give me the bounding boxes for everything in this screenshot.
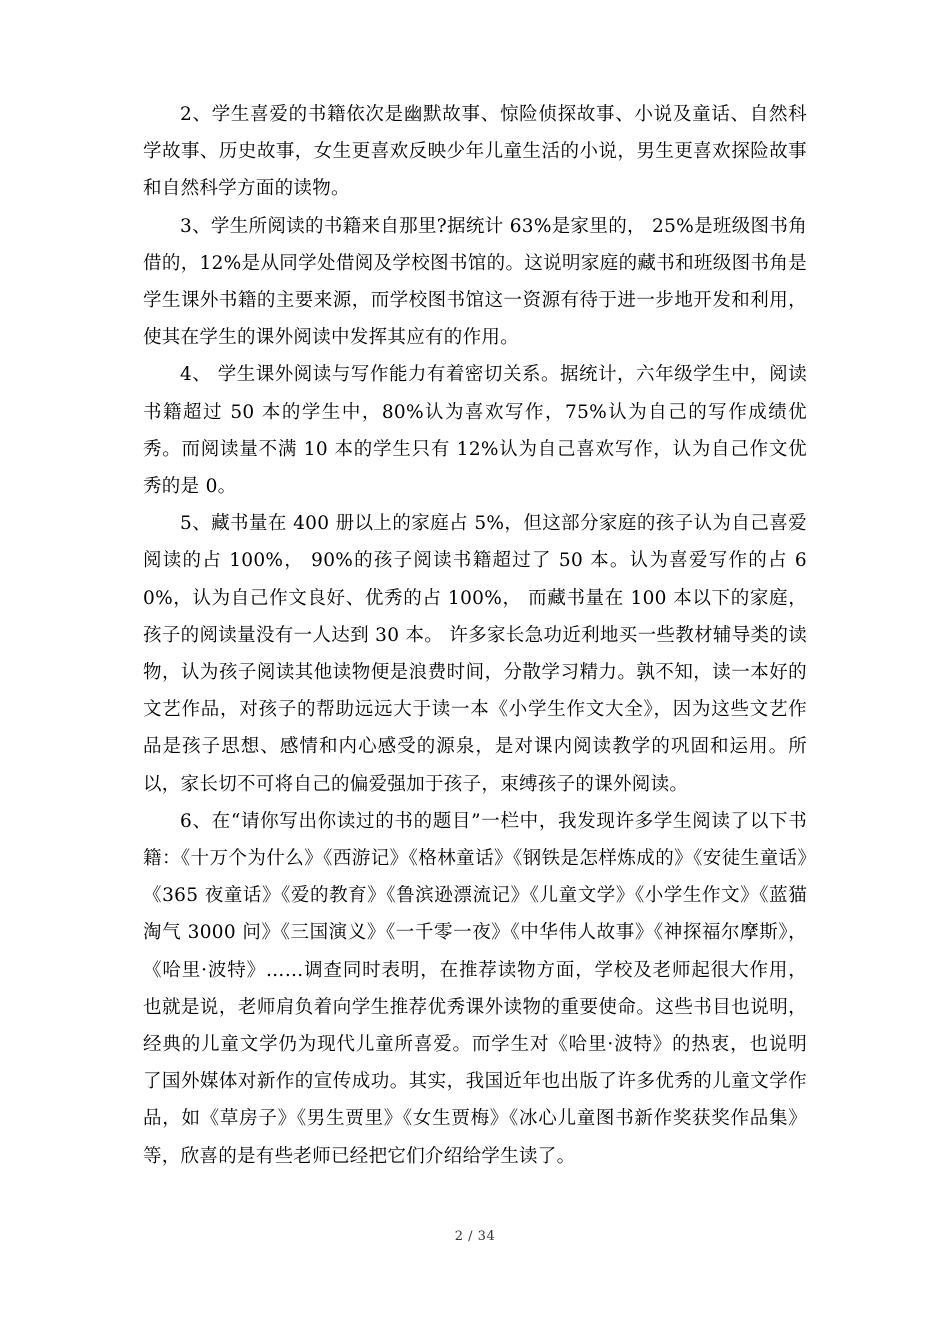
paragraph-6: 6、在“请你写出你读过的书的题目”一栏中，我发现许多学生阅读了以下书籍：《十万个为什么》《西游记》《格林童话》《钢铁是怎样炼成的》《安徒生童话》《365 夜童话》《爱的教育》《鲁滨逊漂流记》《儿童文学》《小学生作文》《蓝猫淘气 3000 问》《三国演义》《一千零一夜》《中华伟人故事》《神探福尔摩斯》，《哈里·波特》……调查同时表明，在推荐读物方面，学校及老师起很大作用，也就是说，老师肩负着向学生推荐优秀课外读物的重要使命。这些书目也说明，经典的儿童文学仍为现代儿童所喜爱。而学生对《哈里·波特》的热衷，也说明了国外媒体对新作的宣传成功。其实，我国近年也出版了许多优秀的儿童文学作品，如《草房子》《男生贾里》《女生贾梅》《冰心儿童图书新作奖获奖作品集》等，欣喜的是有些老师已经把它们介绍给学生读了。 bbox=[143, 810, 807, 1167]
paragraph-2: 2、学生喜爱的书籍依次是幽默故事、惊险侦探故事、小说及童话、自然科学故事、历史故事，女生更喜欢反映少年儿童生活的小说，男生更喜欢探险故事和自然科学方面的读物。 bbox=[143, 104, 807, 200]
paragraph-4: 4、 学生课外阅读与写作能力有着密切关系。据统计，六年级学生中，阅读书籍超过 50 本的学生中，80%认为喜欢写作，75%认为自己的写作成绩优秀。而阅读量不满 10 本的学生只有 12%认为自己喜欢写作，认为自己作文优秀的是 0。 bbox=[143, 364, 807, 498]
document-body bbox=[143, 96, 807, 1175]
paragraph-5: 5、藏书量在 400 册以上的家庭占 5%，但这部分家庭的孩子认为自己喜爱阅读的占 100%， 90%的孩子阅读书籍超过了 50 本。认为喜爱写作的占 60%，认为自己作文良好、优秀的占 100%， 而藏书量在 100 本以下的家庭，孩子的阅读量没有一人达到 30 本。 许多家长急功近利地买一些教材辅导类的读物，认为孩子阅读其他读物便是浪费时间，分散学习精力。孰不知，读一本好的文艺作品，对孩子的帮助远远大于读一本《小学生作文大全》，因为这些文艺作品是孩子思想、感情和内心感受的源泉，是对课内阅读教学的巩固和运用。所以，家长切不可将自己的偏爱强加于孩子，束缚孩子的课外阅读。 bbox=[143, 513, 807, 795]
paragraph-3: 3、学生所阅读的书籍来自那里?据统计 63%是家里的， 25%是班级图书角借的，12%是从同学处借阅及学校图书馆的。这说明家庭的藏书和班级图书角是学生课外书籍的主要来源，而学校图书馆这一资源有待于进一步地开发和利用，使其在学生的课外阅读中发挥其应有的作用。 bbox=[143, 215, 807, 349]
page-number: 2 / 34 bbox=[454, 1229, 496, 1244]
